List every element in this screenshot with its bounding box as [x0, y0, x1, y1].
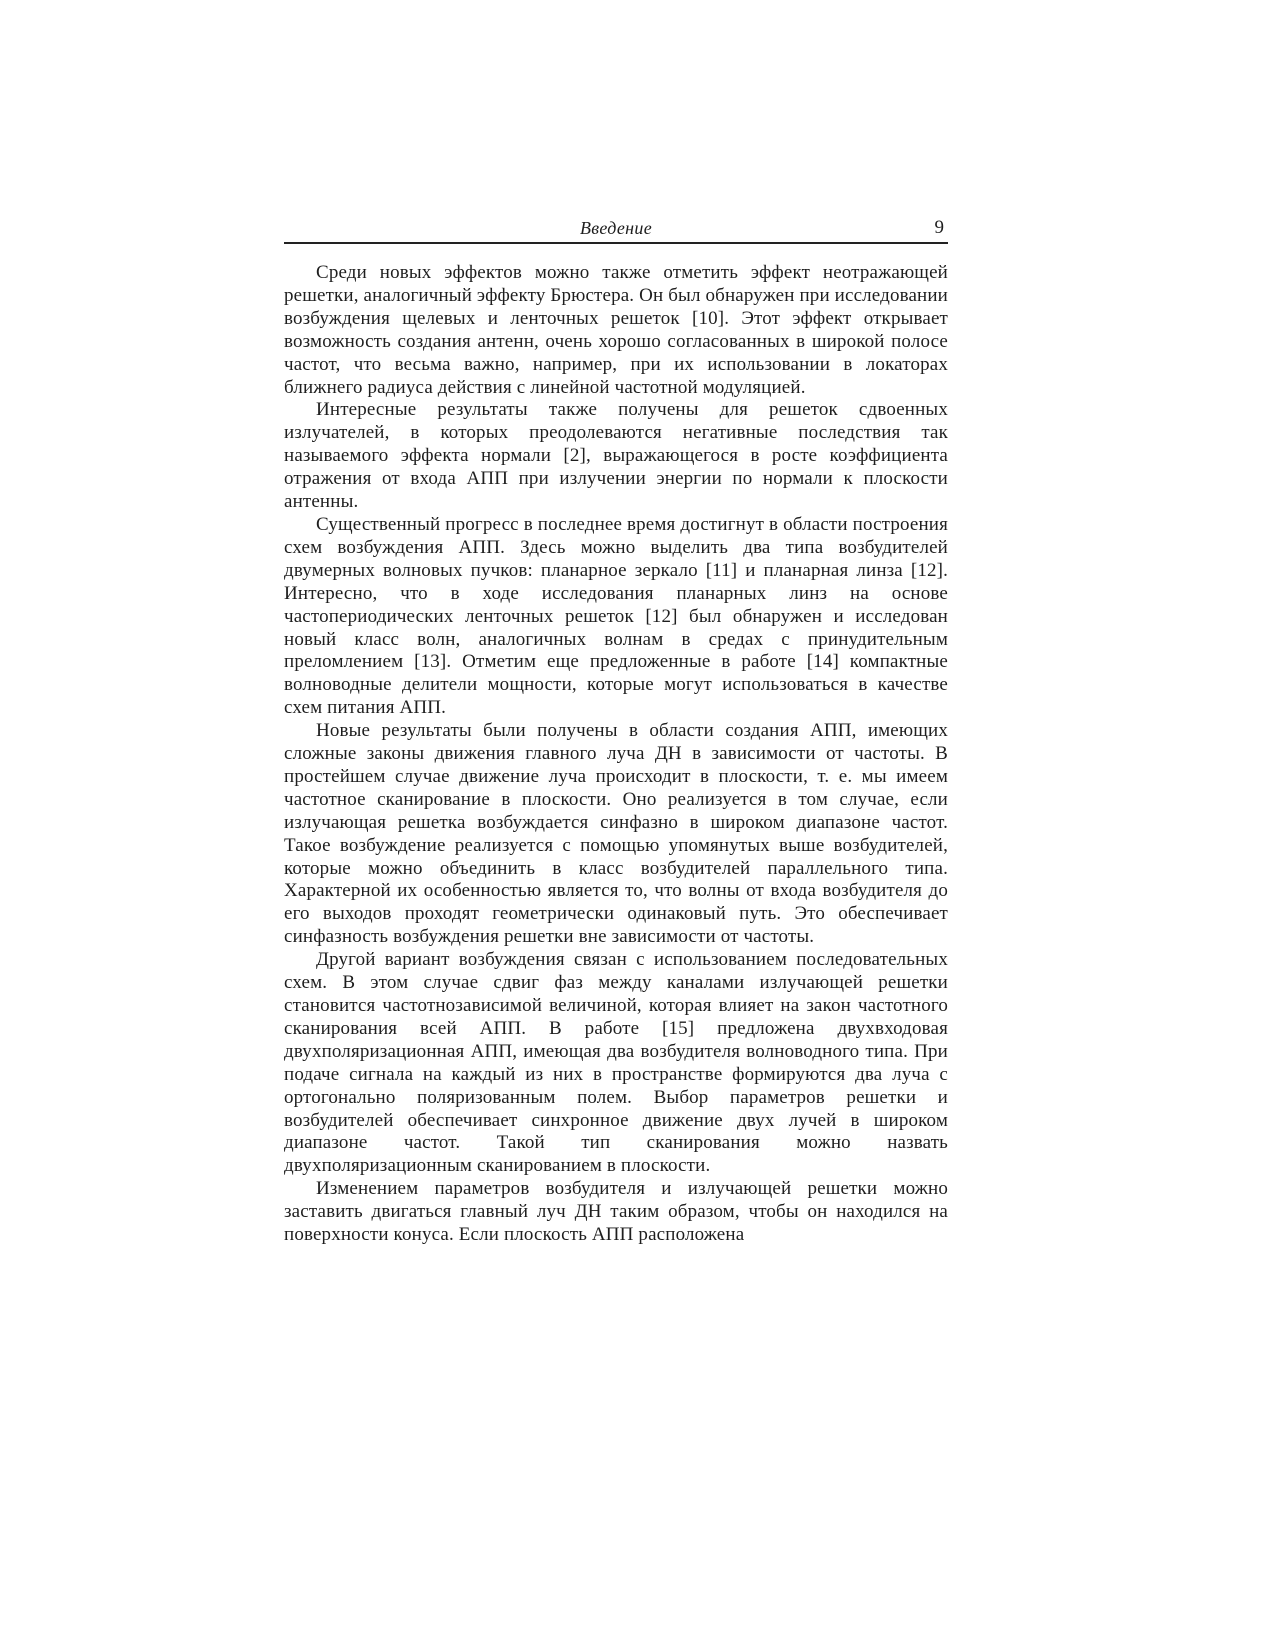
paragraph: Другой вариант возбуждения связан с использованием последовательных схем. В этом случае сдвиг фаз между каналами излучающей решетки становится частотнозависимой величиной, которая влияет на закон частотного сканирования всей АПП. В работе [15] предложена двухвходовая двухполяризационная АПП, имеющая два возбудителя волноводного типа. При подаче сигнала на каждый из них в пространстве формируются два луча с ортогонально поляризованным полем. Выбор параметров решетки и возбудителей обеспечивает синхронное движение двух лучей в широком диапазоне частот. Такой тип сканирования можно назвать двухполяризационным сканированием в плоскости.	[284, 949, 948, 1177]
paragraph: Изменением параметров возбудителя и излучающей решетки можно заставить двигаться главный луч ДН таким образом, чтобы он находился на поверхности конуса. Если плоскость АПП расположена	[284, 1178, 948, 1246]
page-header	[284, 216, 948, 244]
running-title: Введение	[580, 218, 652, 238]
paragraph: Новые результаты были получены в области создания АПП, имеющих сложные законы движения главного луча ДН в зависимости от частоты. В простейшем случае движение луча происходит в плоскости, т. е. мы имеем частотное сканирование в плоскости. Оно реализуется в том случае, если излучающая решетка возбуждается синфазно в широком диапазоне частот. Такое возбуждение реализуется с помощью упомянутых выше возбудителей, которые можно объединить в класс возбудителей параллельного типа. Характерной их особенностью является то, что волны от входа возбудителя до его выходов проходят геометрически одинаковый путь. Это обеспечивает синфазность возбуждения решетки вне зависимости от частоты.	[284, 720, 948, 948]
body-text	[284, 262, 948, 1247]
paragraph: Существенный прогресс в последнее время достигнут в области построения схем возбуждения АПП. Здесь можно выделить два типа возбудителей двумерных волновых пучков: планарное зеркало [11] и планарная линза [12]. Интересно, что в ходе исследования планарных линз на основе частопериодических ленточных решеток [12] был обнаружен и исследован новый класс волн, аналогичных волнам в средах с принудительным преломлением [13]. Отметим еще предложенные в работе [14] компактные волноводные делители мощности, которые могут использоваться в качестве схем питания АПП.	[284, 513, 948, 719]
paragraph: Среди новых эффектов можно также отметить эффект неотражающей решетки, аналогичный эффекту Брюстера. Он был обнаружен при исследовании возбуждения щелевых и ленточных решеток [10]. Этот эффект открывает возможность создания антенн, очень хорошо согласованных в широкой полосе частот, что весьма важно, например, при их использовании в локаторах ближнего радиуса действия с линейной частотной модуляцией.	[284, 262, 948, 398]
page-number: 9	[934, 217, 944, 238]
paragraph: Интересные результаты также получены для решеток сдвоенных излучателей, в которых преодолеваются негативные последствия так называемого эффекта нормали [2], выражающегося в росте коэффициента отражения от входа АПП при излучении энергии по нормали к плоскости антенны.	[284, 399, 948, 513]
